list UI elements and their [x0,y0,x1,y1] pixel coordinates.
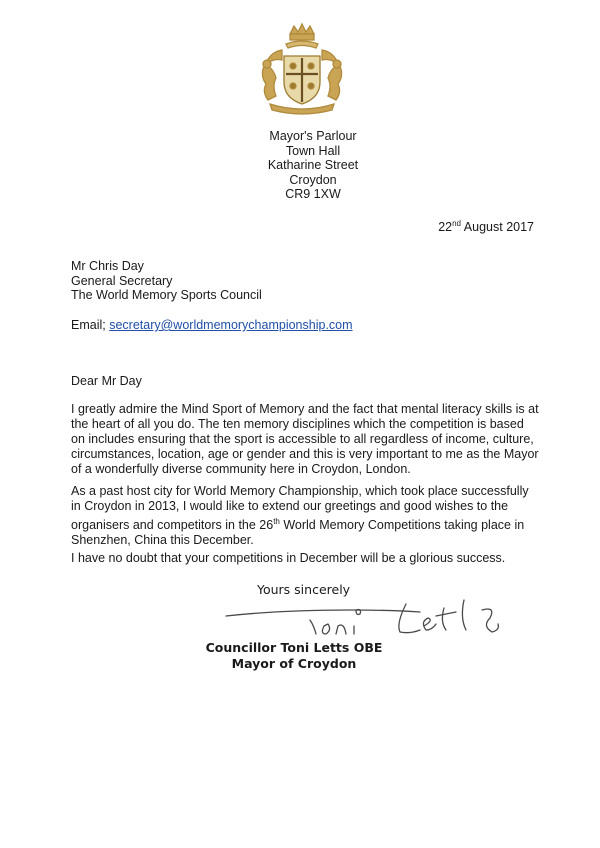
email-line [71,318,353,332]
salutation: Dear Mr Day [71,374,142,388]
paragraph-text: As a past host city for World Memory Championship, which took place successfully in Croydon in 2013, I would like to extend our greetings and good wishes to the organisers and competitors in the 26 [71,484,529,532]
address-line: Town Hall [285,143,341,158]
letter-date [438,219,534,234]
address-line: Katharine Street [267,158,359,172]
email-link[interactable]: secretary@worldmemorychampionship.com [109,318,353,332]
date-month-year: August 2017 [461,220,534,234]
date-suffix: nd [452,219,462,228]
closing: Yours sincerely [257,582,351,597]
email-label: Email; [71,318,110,332]
paragraph-text: World Memory Competitions taking place in Shenzhen, China this December. [71,518,525,547]
recipient-block [71,259,262,303]
body-paragraph-2 [71,484,541,548]
signer-block [196,640,392,672]
recipient-organisation: The World Memory Sports Council [71,288,262,302]
address-line: Croydon [289,172,337,187]
recipient-name: Mr Chris Day [71,259,144,273]
date-day: 22 [438,220,453,234]
body-paragraph-1: I greatly admire the Mind Sport of Memory and the fact that mental literacy skills is at the heart of all you do. The ten memory disciplines which the competition is based on includes ensuring that the sport is accessible to all regardless of income, culture, circumstances, location, age or gender and this is very important to me as the Mayor of a wonderfully diverse community here in Croydon, London. [71,402,539,476]
coat-of-arms-logo [252,22,352,118]
ordinal-suffix: th [273,517,280,526]
recipient-title: General Secretary [71,273,173,288]
address-line: Mayor's Parlour [269,129,357,143]
signer-title: Mayor of Croydon [231,656,357,671]
sender-address [248,129,378,202]
body-paragraph-3: I have no doubt that your competitions in December will be a glorious success. [71,551,506,565]
signer-name: Councillor Toni Letts OBE [205,640,383,655]
address-line: CR9 1XW [285,187,341,201]
